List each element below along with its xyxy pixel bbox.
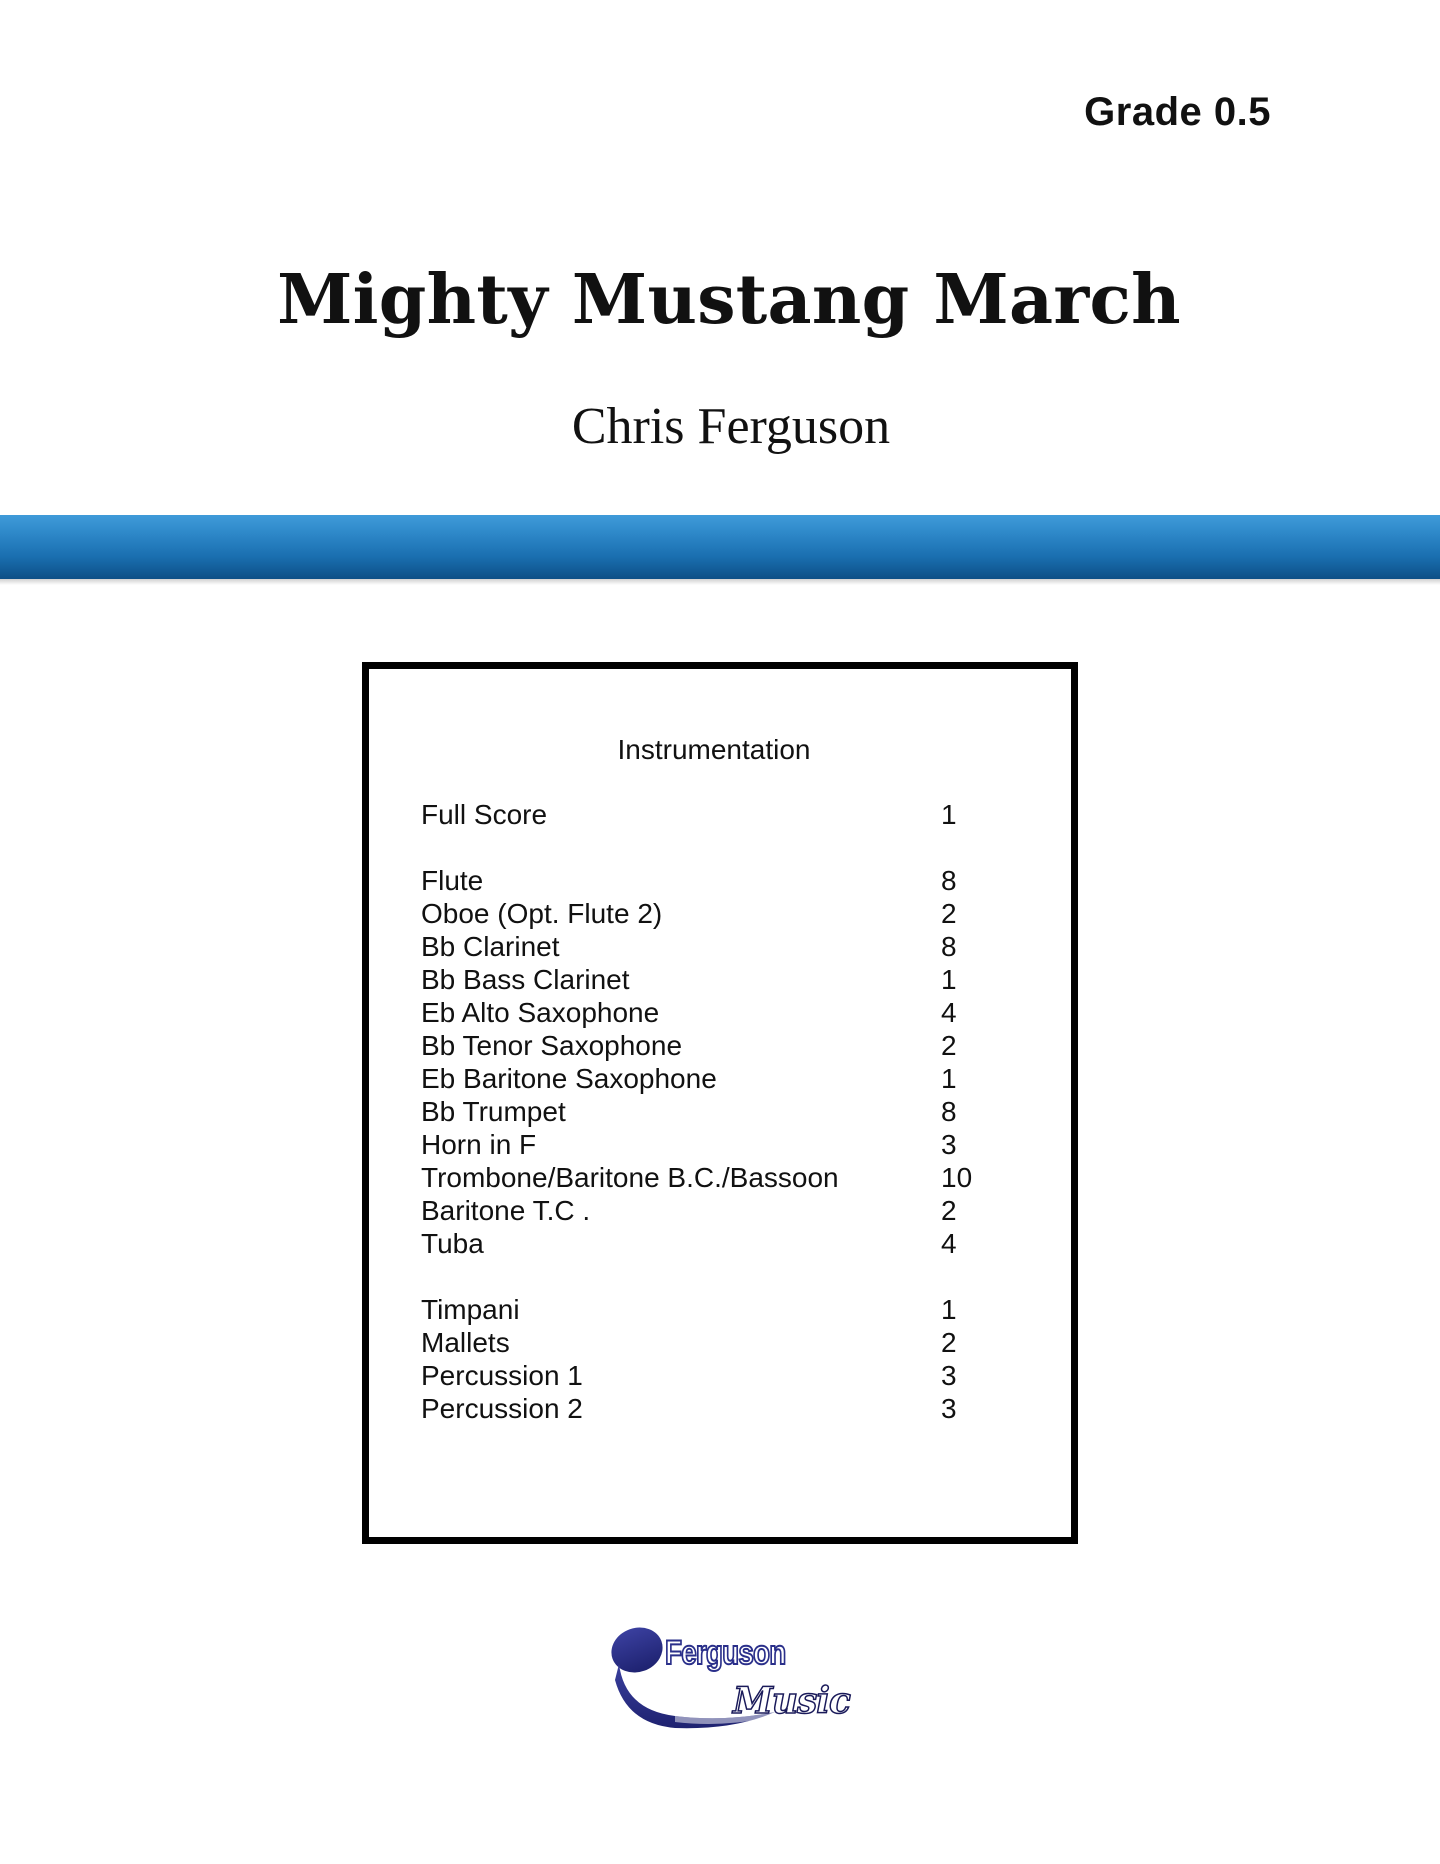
instrument-count: 3 [941, 1360, 957, 1391]
instrumentation-list [421, 798, 981, 1425]
instrument-row [421, 1359, 981, 1392]
instrument-count: 1 [941, 1294, 957, 1325]
instrument-count: 3 [941, 1393, 957, 1424]
instrument-name: Eb Baritone Saxophone [421, 1063, 717, 1094]
instrument-name: Percussion 2 [421, 1393, 583, 1424]
instrument-count: 2 [941, 898, 957, 929]
instrumentation-box [362, 662, 1078, 1544]
instrument-name: Oboe (Opt. Flute 2) [421, 898, 663, 929]
instrument-count: 2 [941, 1030, 957, 1061]
instrument-count: 1 [941, 1063, 957, 1094]
instrument-row [421, 1029, 981, 1062]
composer-name: Chris Ferguson [571, 398, 891, 455]
band-shadow [0, 579, 1440, 585]
instrument-row [421, 996, 981, 1029]
instrument-count: 8 [941, 931, 957, 962]
grade-level: Grade 0.5 [1084, 90, 1271, 134]
instrument-count: 4 [941, 1228, 957, 1259]
instrument-row [421, 1227, 981, 1260]
instrument-name: Bb Clarinet [421, 931, 560, 962]
piece-title: Mighty Mustang March [277, 260, 1181, 340]
instrument-row [421, 1095, 981, 1128]
instrument-count: 8 [941, 1096, 957, 1127]
ferguson-music-logo [605, 1620, 855, 1740]
blue-divider-band [0, 515, 1440, 579]
instrument-count: 8 [941, 865, 957, 896]
instrument-row [421, 897, 981, 930]
instrument-name: Bb Tenor Saxophone [421, 1030, 683, 1061]
instrument-name: Percussion 1 [421, 1360, 583, 1391]
instrument-name: Tuba [421, 1228, 484, 1259]
instrument-count: 1 [941, 799, 957, 830]
instrument-name: Timpani [421, 1294, 520, 1325]
instrument-row [421, 963, 981, 996]
group-spacer [421, 831, 981, 864]
instrument-name: Horn in F [421, 1129, 537, 1160]
instrument-name: Mallets [421, 1327, 510, 1358]
instrument-count: 2 [941, 1195, 957, 1226]
instrument-row [421, 1062, 981, 1095]
instrument-row [421, 1194, 981, 1227]
instrument-count: 4 [941, 997, 957, 1028]
instrument-row [421, 798, 981, 831]
instrument-row [421, 930, 981, 963]
instrument-name: Full Score [421, 799, 548, 830]
instrument-count: 1 [941, 964, 957, 995]
instrument-count: 3 [941, 1129, 957, 1160]
instrument-row [421, 1392, 981, 1425]
instrumentation-heading: Instrumentation [617, 734, 811, 765]
instrument-count: 10 [941, 1162, 973, 1193]
instrument-count: 2 [941, 1327, 957, 1358]
instrument-name: Baritone T.C . [421, 1195, 591, 1226]
instrument-name: Bb Trumpet [421, 1096, 566, 1127]
instrument-row [421, 1128, 981, 1161]
instrument-row [421, 1293, 981, 1326]
instrument-row [421, 864, 981, 897]
instrument-name: Bb Bass Clarinet [421, 964, 630, 995]
instrument-name: Trombone/Baritone B.C./Bassoon [421, 1162, 839, 1193]
logo-name: Ferguson [665, 1634, 786, 1672]
instrument-row [421, 1326, 981, 1359]
group-spacer [421, 1260, 981, 1293]
logo-subtitle: Music [733, 1680, 850, 1722]
instrument-name: Eb Alto Saxophone [421, 997, 660, 1028]
instrument-name: Flute [421, 865, 484, 896]
instrument-row [421, 1161, 981, 1194]
